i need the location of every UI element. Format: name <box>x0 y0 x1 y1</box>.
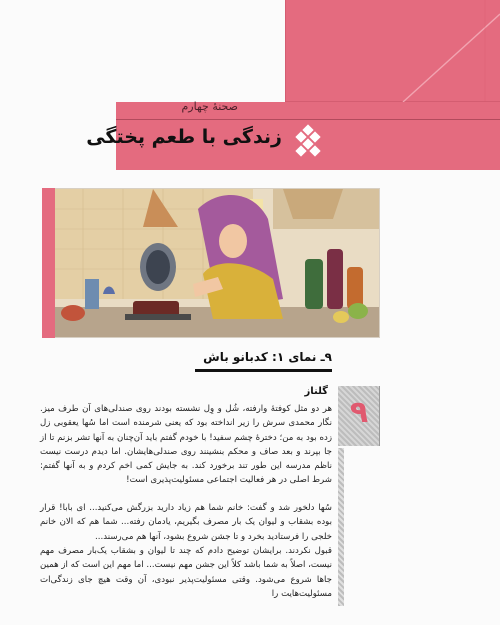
scene-number: ۹ <box>349 395 369 430</box>
paragraph: قبول نکردند. برایشان توضیح دادم که چند تا لیوان و بشقاب یک‌بار مصرف مهم نیست، اصلاً به شما باشد کلاً این جشن مهم نیست... اما مهم این است که از همین جاها شروع می‌شود. وقتی مسئولیت‌پذیر نبودی، آن وقت هیچ جای زندگی‌ات مسئولیت‌هایت را <box>40 546 332 599</box>
illustration-pink-strip <box>42 188 55 338</box>
lesson-title: زندگی با طعم پختگی <box>86 126 282 148</box>
diamond-ornament-icon <box>290 124 326 160</box>
paragraph: سُها دلخور شد و گفت: خانم شما هم زیاد دارید بزرگش می‌کنید... ای بابا! قرار بوده بشقاب و لیوان یک بار مصرف بگیریم، یادمان رفته... شما هم که الان خانم خلجی را فرستادید بخرد و تا جشن شروع بشود، آنها هم می‌رسند... <box>40 503 332 542</box>
banner-fold-lines <box>285 0 500 102</box>
kitchen-scene-image <box>43 189 380 338</box>
speaker-name: گلناز <box>304 386 328 397</box>
cooking-illustration <box>42 188 380 338</box>
side-hatched-bar <box>338 448 344 606</box>
section-label: صحنهٔ چهارم <box>181 100 238 113</box>
section-underline <box>116 119 500 120</box>
paragraph: هر دو مثل کوفتهٔ وارفته، شُل و وِل نشسته بودند روی صندلی‌های آن طرف میز. نگار محمدی سرش را زیر انداخته بود که یعنی شرمنده است اما سُها یعقوبی زل زده بود به من؛ دخترهٔ چشم سفید! با خودم گفتم باید آن‌چنان به آنها تشر بزنم تا از جا بپرند و بعد صاف و محکم بنشینند روی صندلی‌هایشان. اما دیدم درست نیست ناظم مدرسه این طور تند برخورد کند. به جایش کمی اخم کردم و به آنها گفتم: شرط اصلی در هر فعالیت اجتماعی مسئولیت‌پذیری است! <box>40 404 332 486</box>
scene-title: ۹ـ نمای ۱: کدبانو باش <box>203 350 332 364</box>
scene-title-rule <box>195 369 332 372</box>
